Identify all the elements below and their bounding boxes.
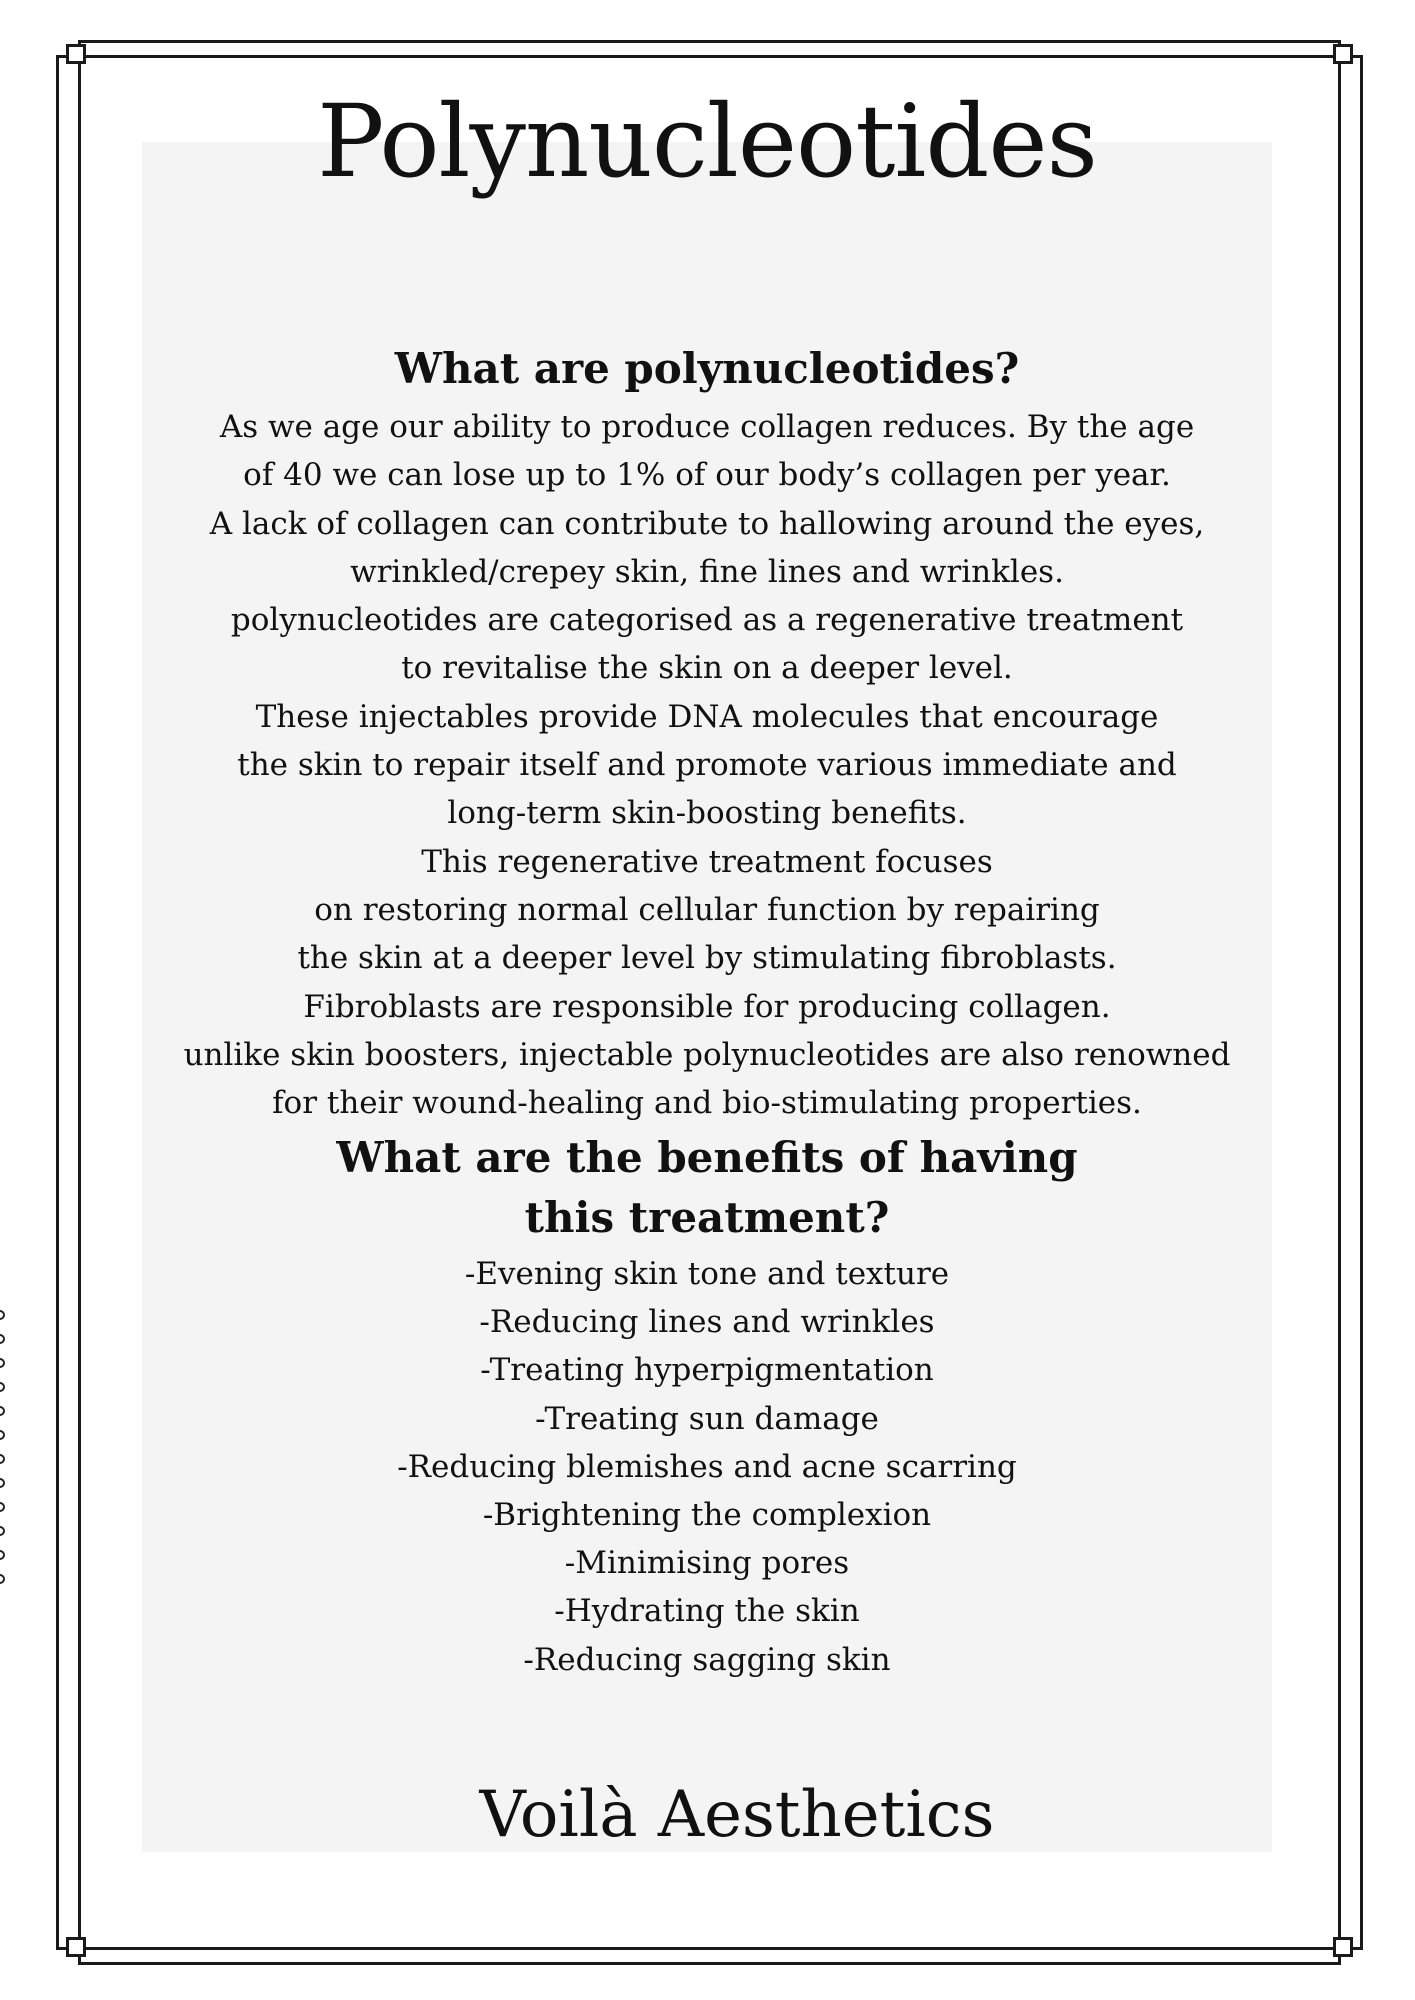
description-line: This regenerative treatment focuses <box>421 843 993 880</box>
benefits-list <box>142 1250 1272 1684</box>
benefit-item: -Brightening the complexion <box>482 1497 932 1534</box>
benefits-heading-line: What are the benefits of having <box>336 1133 1078 1182</box>
page-title: Polynucleotides <box>317 83 1097 200</box>
benefit-item: -Reducing blemishes and acne scarring <box>397 1448 1017 1485</box>
description-line: wrinkled/crepey skin, fine lines and wrinkles. <box>350 553 1064 590</box>
frame-corner-top-left <box>66 44 86 64</box>
benefit-item: -Reducing sagging skin <box>523 1641 891 1678</box>
binding-ring-decoration <box>0 1310 6 1598</box>
section-heading-what-are: What are polynucleotides? <box>394 344 1020 393</box>
benefit-item: -Treating hyperpigmentation <box>480 1352 934 1389</box>
description-line: unlike skin boosters, injectable polynucleotides are also renowned <box>183 1036 1231 1073</box>
frame-corner-bottom-left <box>66 1937 86 1957</box>
benefit-item: -Treating sun damage <box>535 1400 879 1437</box>
benefit-item: -Hydrating the skin <box>554 1593 860 1630</box>
benefits-heading-line: this treatment? <box>524 1193 890 1242</box>
description-line: for their wound-healing and bio-stimulating properties. <box>272 1085 1142 1122</box>
description-line: of 40 we can lose up to 1% of our body’s collagen per year. <box>243 457 1171 494</box>
brand-name: Voilà Aesthetics <box>479 1778 995 1852</box>
frame-corner-bottom-right <box>1333 1937 1353 1957</box>
benefit-item: -Evening skin tone and texture <box>464 1256 950 1292</box>
benefit-item: -Reducing lines and wrinkles <box>479 1304 935 1341</box>
description-line: the skin at a deeper level by stimulating fibroblasts. <box>297 940 1117 977</box>
description-line: on restoring normal cellular function by repairing <box>314 891 1100 928</box>
frame-corner-top-right <box>1333 44 1353 64</box>
description-line: As we age our ability to produce collagen reduces. By the age <box>219 409 1195 445</box>
description-line: polynucleotides are categorised as a regenerative treatment <box>230 602 1184 639</box>
section-heading-benefits <box>142 1128 1272 1248</box>
benefit-item: -Minimising pores <box>564 1545 850 1582</box>
description-line: These injectables provide DNA molecules that encourage <box>255 698 1159 735</box>
description-line: the skin to repair itself and promote various immediate and <box>237 747 1177 784</box>
description-paragraph <box>142 403 1272 1127</box>
description-line: long-term skin-boosting benefits. <box>447 795 967 832</box>
description-line: A lack of collagen can contribute to hallowing around the eyes, <box>209 505 1205 542</box>
description-line: to revitalise the skin on a deeper level. <box>401 650 1013 687</box>
description-line: Fibroblasts are responsible for producing collagen. <box>303 988 1111 1025</box>
